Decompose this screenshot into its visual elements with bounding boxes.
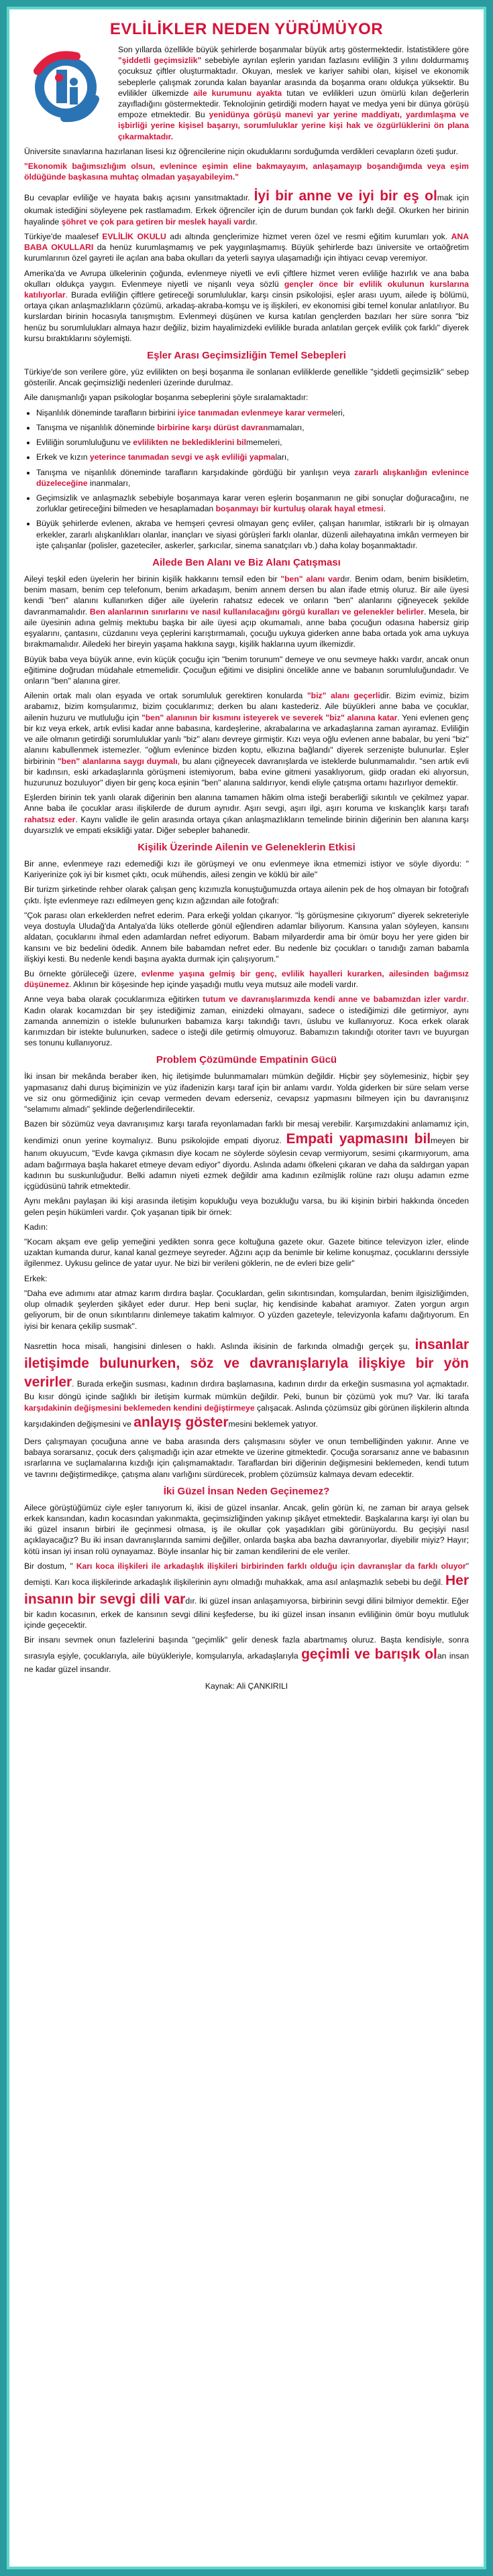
article-frame — [7, 7, 486, 2569]
list-item: • Tanışma ve nişanlılık döneminde tarafların karşıdakinde gördüğü bir yanlışın veya zararlı alışkanlığın evlenince düzeleceğine inanmaları, — [36, 467, 469, 489]
paragraph: Bazen bir sözümüz veya davranışımız karşı tarafa reyonlamadan farklı bir mesaj verebilir. Karşımızdakini anlamamız için, kendimizi onun yerine koymalıyız. Bunu psikolojide empati diyoruz. Empati yapmasını bilmeyen bir hanım okuyucum, "Evde kavga çıkmasın diye kocam ne söylerde söylesin cevap vermiyorum, sesimi çıkarmıyorum, ama adam bağırmaya başla hakaret etmeye devam ediyor" diyordu. Aslında adamı öfkeleni çıkaran ve daha da saldırgan yapan kadının bu suskunluğudur. Belki adamın niyeti ezmek değildir ama kadının ezilmişlik rolüne razı oluşu adamın ezme içgüdüsünü tahrik etmektedir. — [24, 1119, 469, 1192]
section-heading: Problem Çözümünde Empatinin Gücü — [156, 1054, 337, 1066]
paragraph: Ailece görüştüğümüz ciyle eşler tanıyorum ki, ikisi de güzel insanlar. Ancak, gelin görün ki, ne zaman bir araya gelsek erkek kansından, kadın kocasından yakınmakta, geçimsizliğinden yakınıp şikâyet etmektedir. Başkalarına karşı iyi olan bu iki güzel insanın birbiri ile geçinmesi olmasa, iş ile okullar çok yaşadıkları gibi görünüyordu. Bu geçişiyi nasıl açıklayacağız? Bu iki insan davranışlarında samimi değiller, onlarda başka aba bazha davranıyorlar, diyebilir miyiz? Hayır; kötü insan iyi insan rolü oynayamaz. Böyle insanlar hiç bir zaman kendilerini de ele veriler. — [24, 1502, 469, 1556]
paragraph: Bu örnekte görüleceği üzere, evlenme yaşına gelmiş bir genç, evlilik hayalleri kurarken, ailesinden bağımsız düşünemez. Aklının bir köşesinde hep içinde yaşadığı mutlu veya mutsuz aile modeli vardır. — [24, 968, 469, 990]
paragraph: İki insan bir mekânda beraber iken, hiç iletişimde bulunmamaları mümkün değildir. Hiçbir şey söylemesiniz, hiçbir şey yapmasanız dahi duruş biçiminizin ve yüz ifadenizin karşı taraf için bir anlamı vardır. Yolda giderken bir süre selam verse ve siz onu görmediğiniz için cevap vermeden devam ederseniz, cevapsız yapmasını bilmeyen için bu davranışınız "selamımı almadı" şeklinde değerlendirilecektir. — [24, 1072, 469, 1114]
paragraph: "Kocam akşam eve gelip yemeğini yedikten sonra gece koltuğuna gazete okur. Gazete bitince televizyon izler, elinde uzaktan kumanda durur, kanal kanal gezmeye seyreder. Ağzını açıp da benimle bir kelime konuşmaz, çocuklarını derssiyle ilgilenmez. Uykusu gelince de yatar uyur. Ne bizi bir verileni göklerin, ne de evleri bize gelir" — [24, 1236, 469, 1269]
paragraph: Nasrettin hoca misali, hangisini dinlesen o haklı. Aslında ikisinin de farkında olmadığı gerçek şu, insanlar iletişimde bulunurken, söz ve davranışlarıyla ilişkiye bir yön verirler. Burada erkeğin susması, kadının dırdıra başlamasına, kadının dırdır da erkeğin susmasına yol açmaktadır. Bu kısır döngü içinde sağlıklı bir iletişim kurmak mümkün değildir. Peki, bunun bir çözümü yok mu? Var. İki tarafa karşıdakinin değişmesini beklemeden kendini değiştirmeye çalışacak. Aslında çözümsüz gibi görünen ilişkilerin altında karşıdakinden değişmesini ve anlayış göstermesini beklemek yatıyor. — [24, 1336, 469, 1430]
section-heading: Ailede Ben Alanı ve Biz Alanı Çatışması — [152, 557, 341, 569]
paragraph: Ailenin ortak malı olan eşyada ve ortak sorumluluk gerektiren konularda "biz" alanı geçerlidir. Bizim evimiz, bizim arabamız, bizim komşularımız, bizim çocuklarımız; derken bu alanı kastederiz. Aile büyükleri anne baba ve çocuklar, ailenin huzuru ve mutluluğu için "ben" alanının bir kısmını isteyerek ve severek "biz" alanına katar. Yeni evlenen genç bir kız veya erkek, artık evlisi kadar anne babasına, kardeşlerine, akrabalarına ve arkadaşlarına zaman ayıramaz. Evliliğin ve aile olmanın getirdiği sorumluluklar yanlı "biz" alanı devreye girmiştir. Kızı veya oğlu evlenen anne babalar, bu yeni "biz" alanını kabullenmek istemezler. "oğlum evlenince bizden koptu, elkızına bağlandı" diyerek serzenişte bulunurlar. Eşler birbirinin "ben" alanlarına saygı duymalı, bu alanı çiğneyecek davranışlarda ve isteklerde bulunmamalıdır. "sen artık evli bir kadınsın, eski arkadaşlarınla görüşmeni istemiyorum, baba evine gitmeni yasaklıyorum, giidp oradan eki alıyorsun, huzurunuz bozuluyor" diyen bir genç koca eşinin "ben" alanına saldırıyor, kendi eliyle çatışma ortamı hazırlıyor demektir. — [24, 691, 470, 787]
family-logo-icon — [24, 44, 111, 131]
reasons-list — [24, 407, 469, 551]
section-heading: İki Güzel İnsan Neden Geçinemez? — [163, 1485, 330, 1497]
paragraph: Bu cevaplar evliliğe ve hayata bakış açısını yansıtmaktadır. İyi bir anne ve iyi bir eş olmak için okumak istediğini söyleyene pek rastlamadım. Erkek öğrenciler için de durum bundan çok farklı değil. Okurken her birinin hayalinde şöhret ve çok para getiren bir meslek hayali vardır. — [24, 188, 469, 227]
paragraph: Bir anne, evlenmeye razı edemediği kızı ile görüşmeyi ve onu evlenmeye ikna etmemizi istiyor ve söyle diyordu: " Kariyerinize çok iyi bir kısmet çıktı, ocuk mühendis, ailesi zengin ve köklü bir aile" — [24, 858, 469, 880]
list-item: • Geçimsizlik ve anlaşmazlık sebebiyle boşanmaya karar veren eşlerin boşanmanın ne gibi sonuçlar doğuracağını, ne zorluklar getireceğini bilmeden ve hesaplamadan boşanmayı bir kurtuluş olarak hayal etmesi. — [36, 493, 469, 514]
paragraph: Anne veya baba olarak çocuklarımıza eğitirken tutum ve davranışlarımızda kendi anne ve babamızdan izler vardır. Kadın olarak kocamızdan bir şey istediğimiz zaman, einizdeki olmayanı, sadece o istediğimizi dile getirmiyor, aynı zamanda annemizin o istekle bulunurken babamıza karşı takındığı tavrı, üslubu ve kullanıyoruz. Koca erkek olarak karımızdan bir istekte bulunurken, sadece o isteği dile getirmiş olmuyoruz. Babamızın takındığı otoriter tavrı ve buyurgan ses tonunu kullanıyoruz. — [24, 994, 469, 1048]
paragraph: Eşlerden birinin tek yanlı olarak diğerinin ben alanına tamamen hâkim olma isteği beraberliği sıkıntılı ve çekilmez yapar. Anne baba ile çocuklar arası ilişkilerde de durum aynıdır. Aşırı sevgi, aşırı ilgi, aşırı koruma ve kıskançlık karşı tarafı rahatsız eder. Kaynı validle ile gelin arasında ortaya çıkan anlaşmazlıkların temelinde birinin diğerinin ben alanına karşı duyarsızlık ve empati eksikliği yatar. Diğer sebepler bahanedir. — [24, 793, 469, 835]
list-item: • Erkek ve kızın yeterince tanımadan sevgi ve aşk evliliği yapmaları, — [36, 452, 469, 462]
paragraph: Ders çalışmayan çocuğuna anne ve baba arasında ders çalışmasını söyler ve onun tembelliğinden yakınır. Anne ve babaya sorarsanız, çocuk ders çalışmadığı için azar etmekte ve üzerine gitmektedir. Çocuğa sorarsanız anne ve babasının ısrarlarına ve suçlamalarına kızdığı için çalışmamaktadır. Taraflardan biri diğerinin değişmesini beklemeden, kendi tutum ve tavrını değiştirmedikçe, çatışma alanı varlığını sürdürecek, problem çözümsüz kalmaya devam edecektir. — [24, 1436, 469, 1479]
paragraph: "Çok parası olan erkeklerden nefret ederim. Para erkeği yoldan çıkarıyor. "İş görüşmesine çıkıyorum" diyerek sekreteriyle veya dostuyla Uludağ'da Antalya'da lüks otellerde gönül eğlendiren adamlar biliyorum. Kansına yalan söyleyen, kansını aldatan, çocuklarını ihmal eden adamlardan nefret ediyorum. Babam milyarderdir ama bir ömür boyu her yere giden bir kansını ve biz bedelini ödedik. Annem bile babamdan nefret eder. Bu nedenle biz çocukları o tanıdığı zaman babamla ilişkiyi kesti. Bu nedenle kendi başına ayakta durmak için çalışıyorum." — [24, 910, 469, 964]
section-heading: Kişilik Üzerinde Ailenin ve Geleneklerin Etkisi — [138, 842, 355, 854]
source-credit: Kaynak: Ali ÇANKIRILI — [205, 1681, 288, 1691]
quote: "Ekonomik bağımsızlığım olsun, evlenince eşimin eline bakmayayım, anlaşamayıp boşandığımda veya eşim öldüğünde başkasına muhtaç olmadan yaşayabileyim." — [24, 162, 469, 182]
list-item: • Evliliğin sorumluluğunu ve evlilikten ne beklediklerini bilmemeleri, — [36, 437, 469, 448]
list-item: • Nişanlılık döneminde tarafların birbirini iyice tanımadan evlenmeye karar vermeleri, — [36, 407, 469, 418]
paragraph: "Daha eve adımımı atar atmaz karım dırdıra başlar. Çocuklardan, gelin sıkıntısından, komşulardan, benim ilgisizliğimden, olup olmadık şeylerden şikâyet eder durur. Hep beni suçlar, hiç kendisinde kabahat aramıyor. Zaten yorgun argın geliyorum, bir de onun sıkıntılarını dinlemeye takatim kalmıyor. O yüzden gazeteyle, televizyonla kafamı dağıtıyorum. En iyisi bir kenara çekilip susmak". — [24, 1288, 469, 1331]
paragraph: Büyük baba veya büyük anne, evin küçük çocuğu için "benim torunum" demeye ve onu sevmeye hakkı vardır, ancak onun eğitimine doğrudan müdahale etmemelidir. Çocuğun eğitimi ve disiplini öncelikle anne ve babanın sorumluluğundadır. Ve onların "ben" alanına girer. — [24, 654, 469, 686]
paragraph: Bir insanı sevmek onun fazlelerini başında "geçimlik" gelir denesk fazla abartmamış oluruz. Başta kendisiyle, sonra sırasıyla eşiyle, çocuklarıyla, aile büyükleriyle, komşularıyla, arkadaşlarıyla geçimli ve barışık olan insan ne kadar güzel insandır. — [24, 1635, 470, 1675]
article-body — [9, 9, 484, 1702]
list-item: • Tanışma ve nişanlılık döneminde birbirine karşı dürüst davranmamaları, — [36, 422, 469, 433]
paragraph: Kadın: — [24, 1222, 48, 1232]
list-item: • Büyük şehirlerde evlenen, akraba ve hemşeri çevresi olmayan genç evliler, çalışan hanımlar, istikrarlı bir iş olmayan erkekler, zararlı alışkanlıkları olanlar, inançları ve siyasi görüşleri farklı olanlar, düzenli ailehayatına imkân vermeyen bir işte çalışanlar (polisler, gazeteciler, askerler, şarkıcılar, sinema sanatçıları vb.) daha kolay boşanmaktadır. — [36, 518, 469, 551]
paragraph: Amerika'da ve Avrupa ülkelerinin çoğunda, evlenmeye niyetli ve evli çiftlere hizmet veren evliliğe hazırlık ve ana baba okulları oldukça yaygın. Evlenmeye niyetli ve nişanlı veya sözlü gençler önce bir evlilik okulunun kurslarına katılıyorlar. Burada evliliğin çiftlere getireceği sorumluluklar, karşı cinsin psikolojisi, eşler arası uyum, ailede iş bölümü, ortaya çıkan anlaşmazlıkların çözümü, arkadaş-akraba-komşu ve iş ilişkileri, ev ekonomisi gibi temel konular anlatılıyor. Bu kurslardan birinin hocasıyla tanışmıştım. Evlenmeyi düşünen ve kursa katılan gençlerden bazıları her süre sonra "biz henüz bu sorumlulukları almaya hazır değiliz, bizim hayalimizdeki evlilikle burada anlatılan gerçek evlilik çok farklı" diyerek kursu bıraktıklarını söylemişti. — [24, 268, 469, 343]
paragraph: Aynı mekânı paylaşan iki kişi arasında iletişim kopukluğu veya bozukluğu varsa, bu iki kişinin birbiri hakkında önceden gelen peşin hükümleri vardır. Çok yaşanan tipik bir örnek: — [24, 1196, 469, 1217]
paragraph: Türkiye'de son verilere göre, yüz evlilikten on beşi boşanma ile sonlanan evliliklerde genellikle "şiddetli geçimsizlik" sebep gösterilir. Ancak geçimsizliği nedenleri üzerinde durulmaz. — [24, 367, 469, 388]
paragraph: Erkek: — [24, 1273, 48, 1283]
paragraph: Aile danışmanlığı yapan psikologlar boşanma sebeplerini şöyle sıralamaktadır: — [24, 393, 309, 403]
paragraph: Üniversite sınavlarına hazırlanan lisesi kız öğrencilerine niçin okuduklarını sorduğumda verdikleri cevapların özeti şudur. — [24, 146, 458, 156]
paragraph: Bir dostum, " Karı koca ilişkileri ile arkadaşlık ilişkileri birbirinden farklı olduğu için davranışlar da farklı oluyor" demişti. Karı koca ilişkilerinde arkadaşlık ilişkilerinin aynı olmadığı muhakkak, ama asıl anlaşmazlık sebebi bu değil. Her insanın bir sevgi dili vardır. İki güzel insan anlaşamıyorsa, birbirinin sevgi dilini bilmiyor demektir. Eğer bir kadın kocasının, erkek de kansının sevgi dilini keşfederse, bu iki güzel insan insanın evliliğinin ömür boyu mutluluk içinde geçecektir. — [24, 1561, 470, 1630]
section-heading: Eşler Arası Geçimsizliğin Temel Sebepleri — [147, 350, 346, 362]
paragraph: Aileyi teşkil eden üyelerin her birinin kişilik hakkarını temsil eden bir "ben" alanı vardır. Benim odam, benim bisikletim, benim masam, benim cep telefonum, benim arkadaşım, benim annem dersen bu alan ifade etmiş oluruz. Bir aile üyesi kendi "ben" alanını kullanırken diğer aile üyelerin rahatsız edecek ve onların "ben" alanlarını çiğneyecek şekilde davranmamalıdır. Ben alanlarının sınırlarını ve nasıl kullanılacağını görgü kuralları ve gelenekler belirler. Mesela, bir aile üyesinin adına gelmiş mektubu başka bir aile üyesi açıp okumamalı, anne baba çocuğun odasına habersiz girip eşyalarını, çantasını, cüzdanını veya çeplerini karıştırmamalı, çocuğu uykuya giderken anne baba ortada yok ama uykuya bırakmamalıdır. Ailedeki her bireyin yaşama hakkına saygı, kişilik haklarına uyum ilkemizdir. — [24, 574, 469, 649]
page-title: EVLİLİKLER NEDEN YÜRÜMÜYOR — [109, 20, 384, 38]
paragraph: Bir turizm şirketinde rehber olarak çalışan genç kızımızla konuştuğumuzda ortaya ailenin pek de hoş olmayan bir fotoğrafı çıktı. İşte evlenmeye razı edilmeyen genç kızın ağzından aile fotoğrafı: — [24, 885, 469, 905]
paragraph: Türkiye'de maalesef EVLİLİK OKULU adı altında gençlerimize hizmet veren özel ve resmi eğitim kurumları yok. ANA BABA OKULLARI da henüz kurumlaşmamış ve pek yaygınlaşmamış. Büyük şehirlerde bazı üniversite ve ortaöğretim kurumlarının özel gayreti ile açılan ana baba okulları da yeterli sayıya ulaşamadığı için ihtiyacı cevap veremiyor. — [24, 231, 470, 263]
intro-paragraph: Son yıllarda özellikle büyük şehirlerde boşanmalar büyük artış göstermektedir. İstatistiklere göre "şiddetli geçimsizlik" sebebiyle ayrılan eşlerin yarıdan fazlasını evliliğin 3 yılını doldurmamış çocuksuz çiftler oluşturmaktadır. Okuyan, meslek ve kariyer sahibi olan, kişisel ve ekonomik sebeplerle çalışmak zorunda kalan bayanlar arasında da boşanma oranı oldukça yüksektir. Bu evlilikler ülkemizde aile kurumunu ayakta tutan ve evlilikleri uzun ömürlü kılan değerlerin zayıfladığını göstermektedir. Teknolojinin getirdiği modern hayat ve medya yeni bir dünya görüşü empoze etmektedir. Bu yenidünya görüşü manevi yar yerine maddiyatı, yardımlaşma ve işbirliği yerine kişisel başarıyı, sorumluluklar yerine kişi hak ve özgürlüklerini ön plana çıkarmaktadır. — [118, 44, 469, 141]
